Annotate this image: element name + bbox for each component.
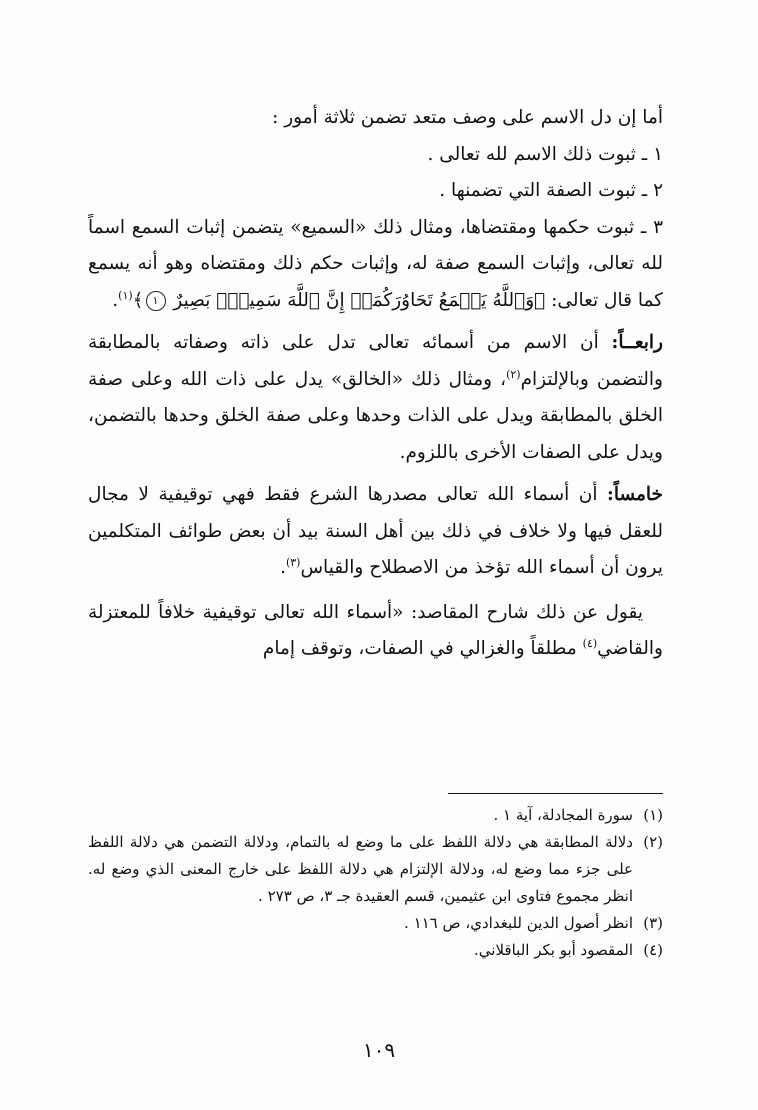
footnote-ref-2: (٢) [506, 367, 521, 381]
footnote-text: دلالة المطابقة هي دلالة اللفظ على ما وضع له بالتمام، ودلالة التضمن هي دلالة اللفظ على جزء مما وضع له، ودلالة الإلتزام هي دلالة اللفظ على خارج المعنى الذي وضع له. انظر مجموع فتاوى ابن عثيمين، قسم العقيدة جـ ٣، ص ٢٧٣ . [88, 833, 633, 905]
footnote-number: (٤) [643, 941, 663, 959]
ayah-number-mark: ١ [146, 291, 166, 311]
intro-line: أما إن دل الاسم على وصف متعد تضمن ثلاثة أمور : [272, 107, 663, 128]
footnote-ref-1: (١) [118, 288, 133, 302]
footnote-1 [88, 802, 663, 829]
quran-verse: ﴿وَٱللَّهُ يَسۡمَعُ تَحَاوُرَكُمَآۚ إِنَّ ٱللَّهَ سَمِيعُۢ بَصِيرٌ [173, 289, 546, 311]
fourth-point [88, 325, 663, 471]
footnotes [88, 802, 663, 964]
list-item-3 [88, 210, 663, 320]
footnote-text: انظر أصول الدين للبغدادي، ص ١١٦ . [404, 914, 633, 932]
fifth-end: . [280, 557, 286, 578]
footnote-2 [88, 829, 663, 910]
list-item-2: ٢ ـ ثبوت الصفة التي تضمنها . [439, 180, 663, 201]
list-item-3-text: ٣ ـ ثبوت حكمها ومقتضاها، ومثال ذلك «السميع» يتضمن إثبات السمع اسماً لله تعالى، وإثبات السمع صفة له، وإثبات حكم ذلك ومقتضاه وهو أنه يسمع كما قال تعالى: [88, 216, 663, 311]
fourth-text-a: أن الاسم من أسمائه تعالى تدل على ذاته وصفاته بالمطابقة والتضمن وبالإلتزام [88, 332, 663, 390]
quran-close-bracket: ﴾ [132, 289, 144, 311]
fifth-label: خامساً: [607, 484, 663, 505]
footnote-number: (٣) [643, 914, 663, 932]
quote-text-b: مطلقاً والغزالي في الصفات، وتوقف إمام [262, 638, 577, 659]
footnote-3 [88, 910, 663, 937]
fifth-text-a: أن أسماء الله تعالى مصدرها الشرع فقط فهي توقيفية لا مجال للعقل فيها ولا خلاف في ذلك بين أهل السنة بيد أن بعض طوائف المتكلمين يرون أن أسماء الله تؤخذ من الاصطلاح والقياس [88, 484, 663, 578]
fifth-point [88, 477, 663, 587]
footnote-number: (١) [643, 806, 663, 824]
main-text [88, 100, 663, 669]
footnote-text: المقصود أبو بكر الباقلاني. [474, 941, 633, 959]
list-item-3-end: . [112, 289, 119, 311]
page-number: ١٠٩ [362, 1038, 396, 1062]
footnote-ref-3: (٣) [285, 555, 301, 569]
quote-text-a: يقول عن ذلك شارح المقاصد: «أسماء الله تعالى توقيفية خلافاً للمعتزلة والقاضي [88, 601, 663, 659]
footnote-text: سورة المجادلة، آية ١ . [493, 806, 633, 824]
fourth-label: رابعــاً: [611, 332, 663, 353]
footnote-divider [448, 793, 663, 794]
footnote-ref-4: (٤) [582, 636, 598, 650]
footnote-number: (٢) [643, 833, 663, 851]
footnote-4 [88, 937, 663, 964]
quote-paragraph [88, 595, 663, 668]
fourth-text-b: ، ومثال ذلك «الخالق» يدل على ذات الله وعلى صفة الخلق بالمطابقة ويدل على الذات وحدها وعلى صفة الخلق وحدها بالتضمن، ويدل على الصفات الأخرى باللزوم. [88, 368, 663, 463]
list-item-1: ١ ـ ثبوت ذلك الاسم لله تعالى . [427, 143, 663, 165]
